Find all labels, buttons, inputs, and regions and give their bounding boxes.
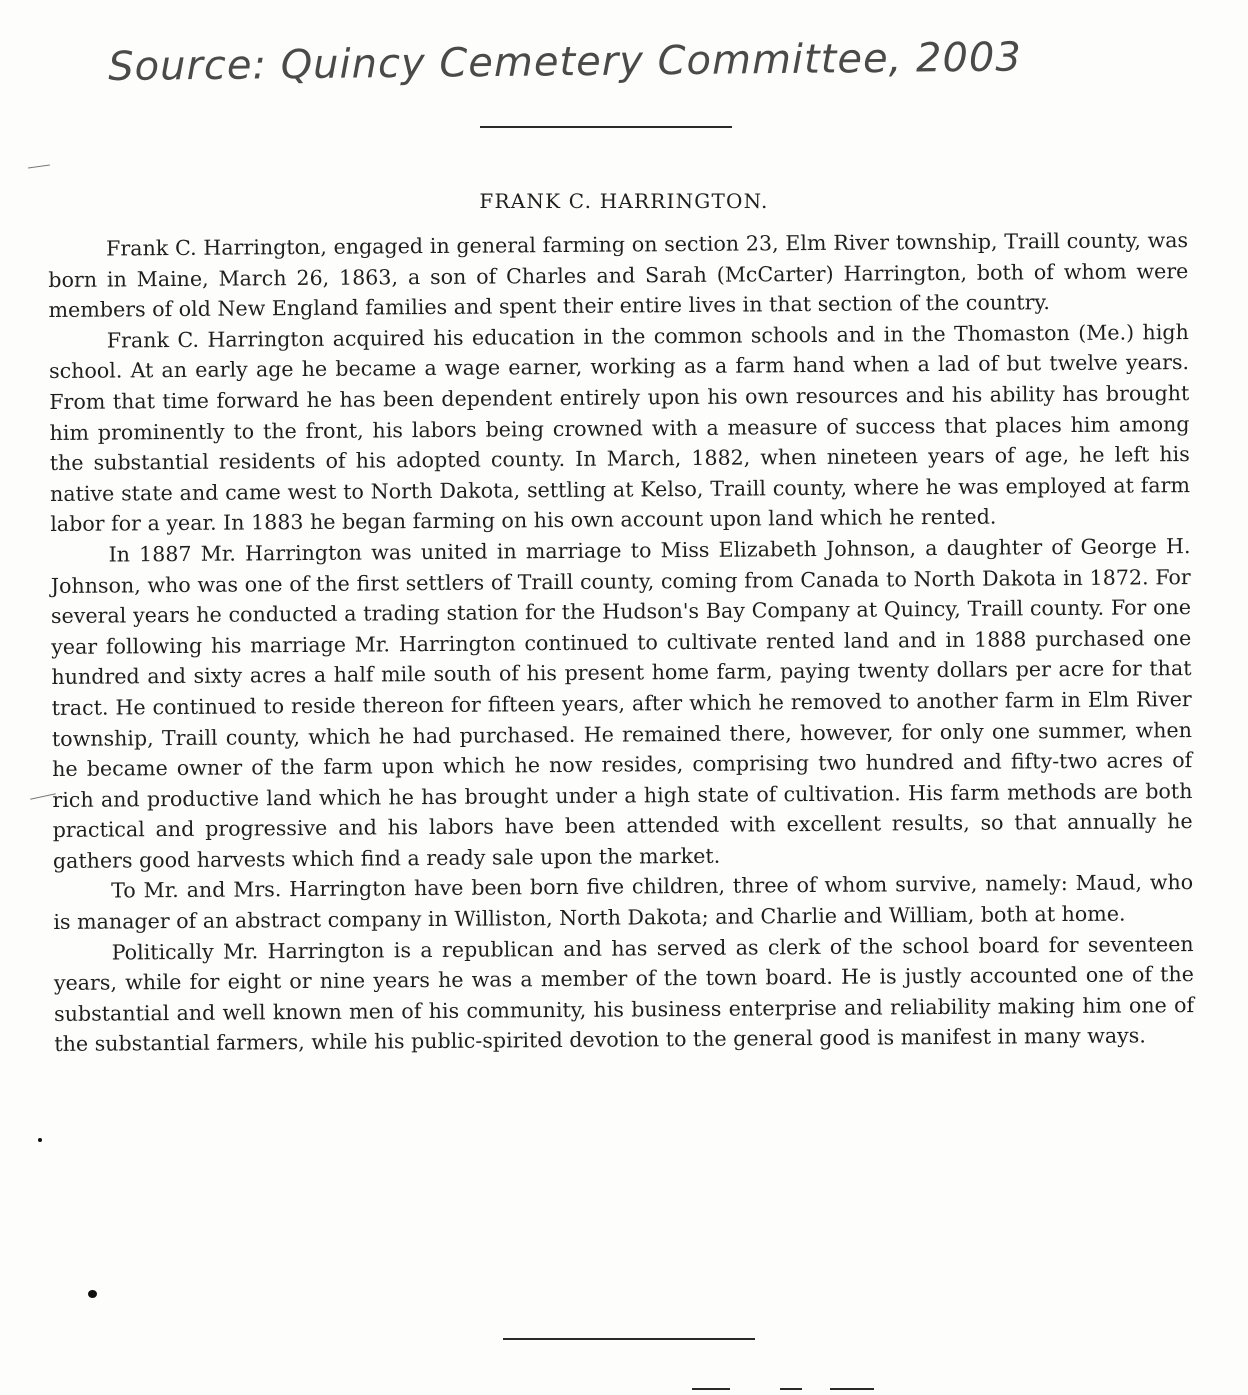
paragraph: Politically Mr. Harrington is a republican and has served as clerk of the school board for seventeen years, while for eight or nine years he was a member of the town board. He is justly accounted one of the substantial and well known men of his community, his business enterprise and reliability making him one of the substantial farmers, while his public-spirited devotion to the general good is manifest in many ways. [53, 931, 1195, 1057]
bottom-divider-rule [503, 1338, 755, 1340]
paragraph: Frank C. Harrington acquired his education in the common schools and in the Thomaston (Me.) high school. At an early age he became a wage earner, working as a farm hand when a lad of but twelve years. From that time forward he has been dependent entirely upon his own resources and his ability has brought him prominently to the front, his labors being crowned with a measure of success that places him among the substantial residents of his adopted county. In March, 1882, when nineteen years of age, he left his native state and came west to North Dakota, settling at Kelso, Traill county, where he was employed at farm labor for a year. In 1883 he began farming on his own account upon land which he rented. [48, 319, 1191, 537]
paragraph: In 1887 Mr. Harrington was united in marriage to Miss Elizabeth Johnson, a daughter of George H. Johnson, who was one of the first settlers of Traill county, coming from Canada to North Dakota in 1872. For several years he conducted a trading station for the Hudson's Bay Company at Quincy, Traill county. For one year following his marriage Mr. Harrington continued to cultivate rented land and in 1888 purchased one hundred and sixty acres a half mile south of his present home farm, paying twenty dollars per acre for that tract. He continued to reside thereon for fifteen years, after which he removed to another farm in Elm River township, Traill county, which he had purchased. He remained there, however, for only one summer, when he became owner of the farm upon which he now resides, comprising two hundred and fifty-two acres of rich and productive land which he has brought under a high state of cultivation. His farm methods are both practical and progressive and his labors have been attended with excellent results, so that annually he gathers good harvests which find a ready sale upon the market. [50, 533, 1193, 873]
top-divider-rule [480, 126, 732, 128]
handwritten-source-note: Source: Quincy Cemetery Committee, 2003 [108, 34, 1023, 90]
paragraph: To Mr. and Mrs. Harrington have been born five children, three of whom survive, namely: Maud, who is manager of an abstract company in Williston, North Dakota; and Charlie and William, both at home. [53, 870, 1194, 935]
bottom-edge-rule-fragment [780, 1388, 802, 1390]
bottom-edge-rule-fragment [830, 1388, 874, 1390]
biography-body [48, 225, 1194, 1060]
bottom-edge-rule-fragment [692, 1388, 730, 1390]
print-speck [88, 1290, 97, 1298]
biography-title: FRANK C. HARRINGTON. [479, 189, 769, 214]
print-speck [38, 1138, 42, 1142]
margin-mark [28, 164, 50, 168]
paragraph: Frank C. Harrington, engaged in general farming on section 23, Elm River township, Traill county, was born in Maine, March 26, 1863, a son of Charles and Sarah (McCarter) Harrington, both of whom were members of old New England families and spent their entire lives in that section of the country. [48, 228, 1189, 323]
